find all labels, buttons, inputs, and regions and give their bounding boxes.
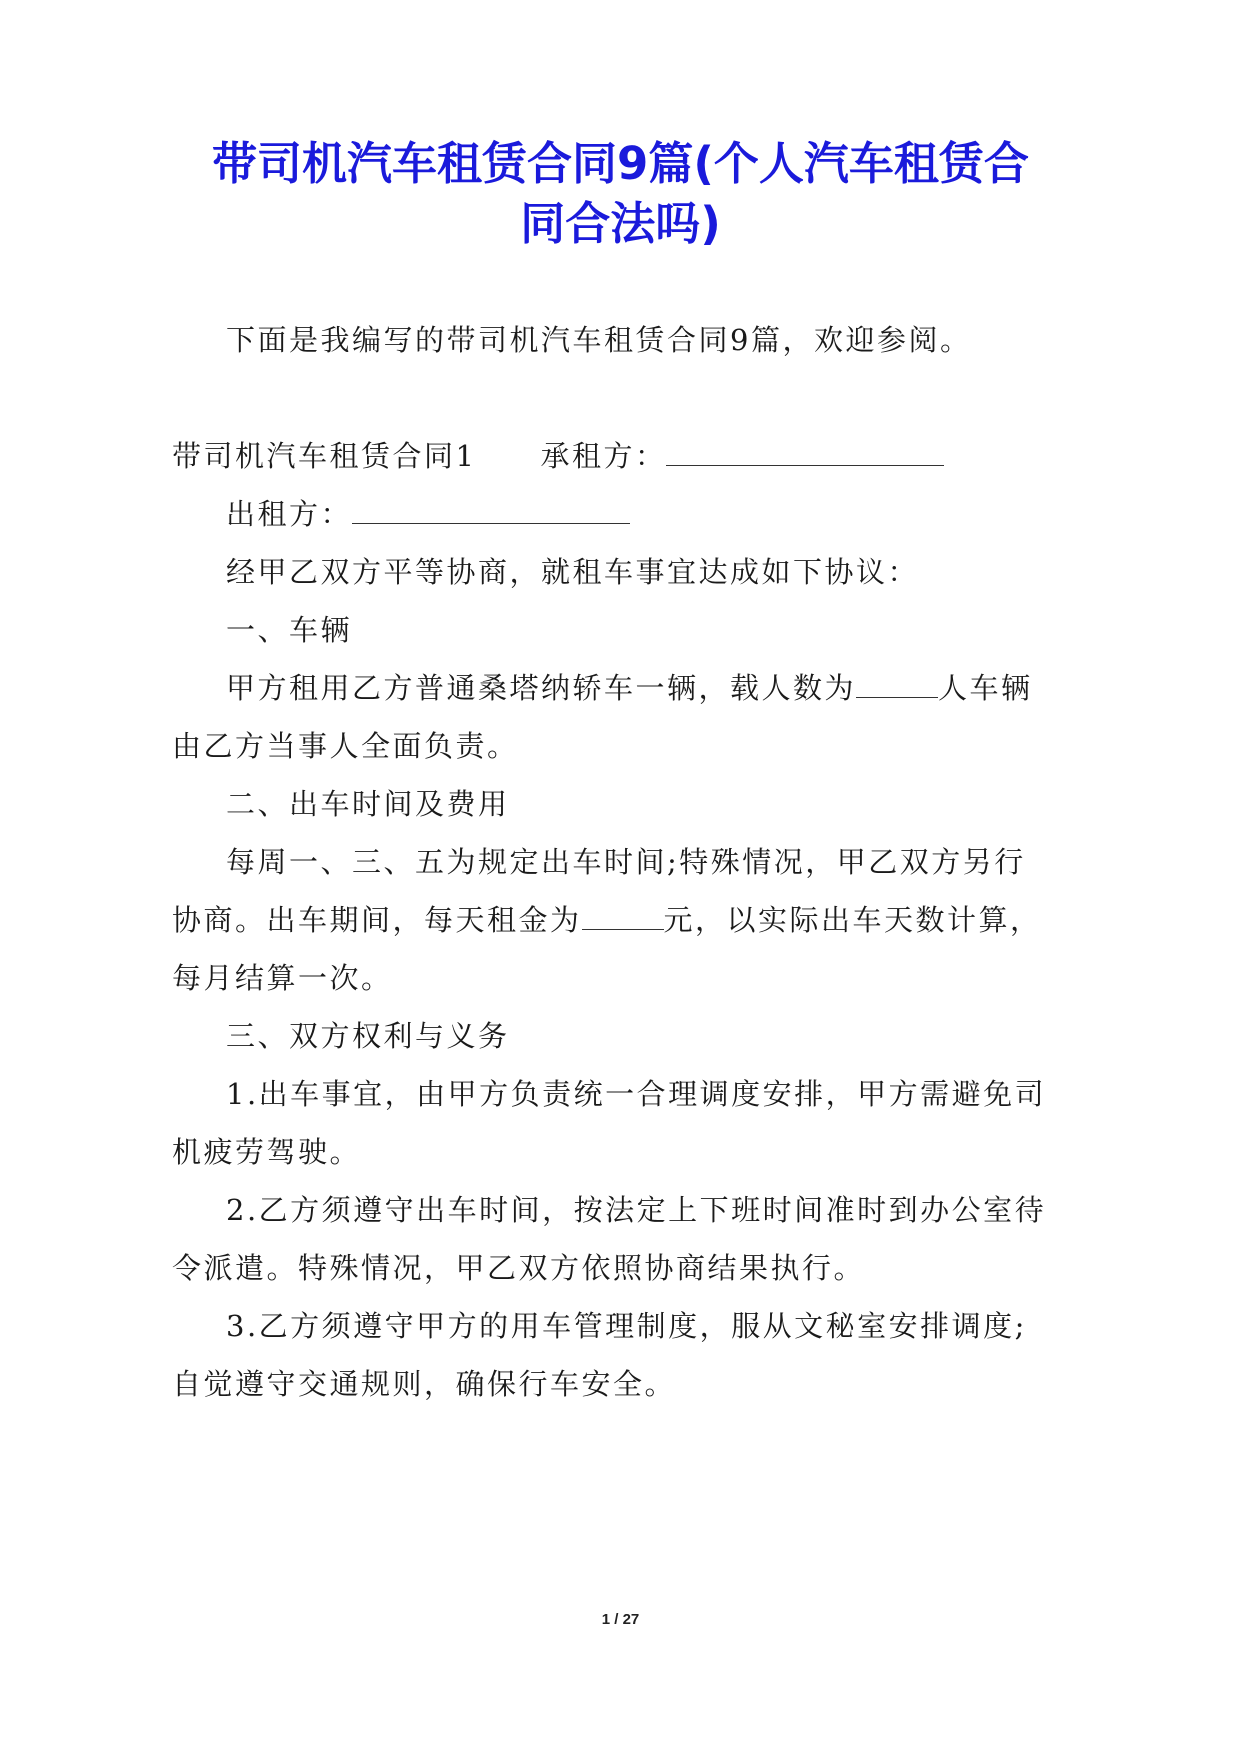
agreement-intro: 经甲乙双方平等协商，就租车事宜达成如下协议：: [226, 555, 920, 589]
section-2-paragraph-line-1: 每周一、三、五为规定出车时间;特殊情况，甲乙双方另行: [226, 845, 1026, 879]
item-2-line-2: 令派遣。特殊情况，甲乙双方依照协商结果执行。: [172, 1251, 866, 1285]
section-3-heading: 三、双方权利与义务: [226, 1019, 510, 1053]
lessee-label: 承租方：: [540, 439, 667, 473]
document-title-line-2: 同合法吗): [520, 197, 721, 250]
item-2-line-1: 2.乙方须遵守出车时间，按法定上下班时间准时到办公室待: [226, 1193, 1047, 1227]
lessor-label: 出租方：: [226, 497, 353, 531]
item-3-line-1: 3.乙方须遵守甲方的用车管理制度，服从文秘室安排调度;: [226, 1309, 1027, 1343]
lessee-blank: [666, 439, 944, 466]
section-1-paragraph-line-1: [226, 668, 1033, 708]
section-1-paragraph-line-2: 由乙方当事人全面负责。: [172, 729, 519, 763]
section-2-paragraph-line-3: 每月结算一次。: [172, 961, 393, 995]
section-2-text-b: 元，以实际出车天数计算，: [663, 903, 1042, 937]
section-1-heading: 一、车辆: [226, 613, 353, 647]
intro-paragraph: 下面是我编写的带司机汽车租赁合同9篇，欢迎参阅。: [226, 323, 972, 357]
section-1-text-b: 人车辆: [938, 671, 1033, 705]
lessor-line: [226, 494, 630, 534]
contract-heading: 带司机汽车租赁合同1: [172, 439, 477, 473]
page-indicator: 1 / 27: [601, 1611, 640, 1628]
section-2-paragraph-line-2: [172, 900, 1042, 940]
item-1-line-1: 1.出车事宜，由甲方负责统一合理调度安排，甲方需避免司: [226, 1077, 1047, 1111]
item-3-line-2: 自觉遵守交通规则，确保行车安全。: [172, 1367, 677, 1401]
section-2-text-a: 协商。出车期间，每天租金为: [172, 903, 582, 937]
section-2-heading: 二、出车时间及费用: [226, 787, 510, 821]
document-title-line-1: 带司机汽车租赁合同9篇(个人汽车租赁合: [212, 137, 1029, 190]
daily-rent-blank: [582, 903, 664, 930]
lessor-blank: [352, 497, 630, 524]
passenger-count-blank: [856, 671, 938, 698]
item-1-line-2: 机疲劳驾驶。: [172, 1135, 362, 1169]
contract-heading-line: [172, 436, 944, 476]
section-1-text-a: 甲方租用乙方普通桑塔纳轿车一辆，载人数为: [226, 671, 857, 705]
